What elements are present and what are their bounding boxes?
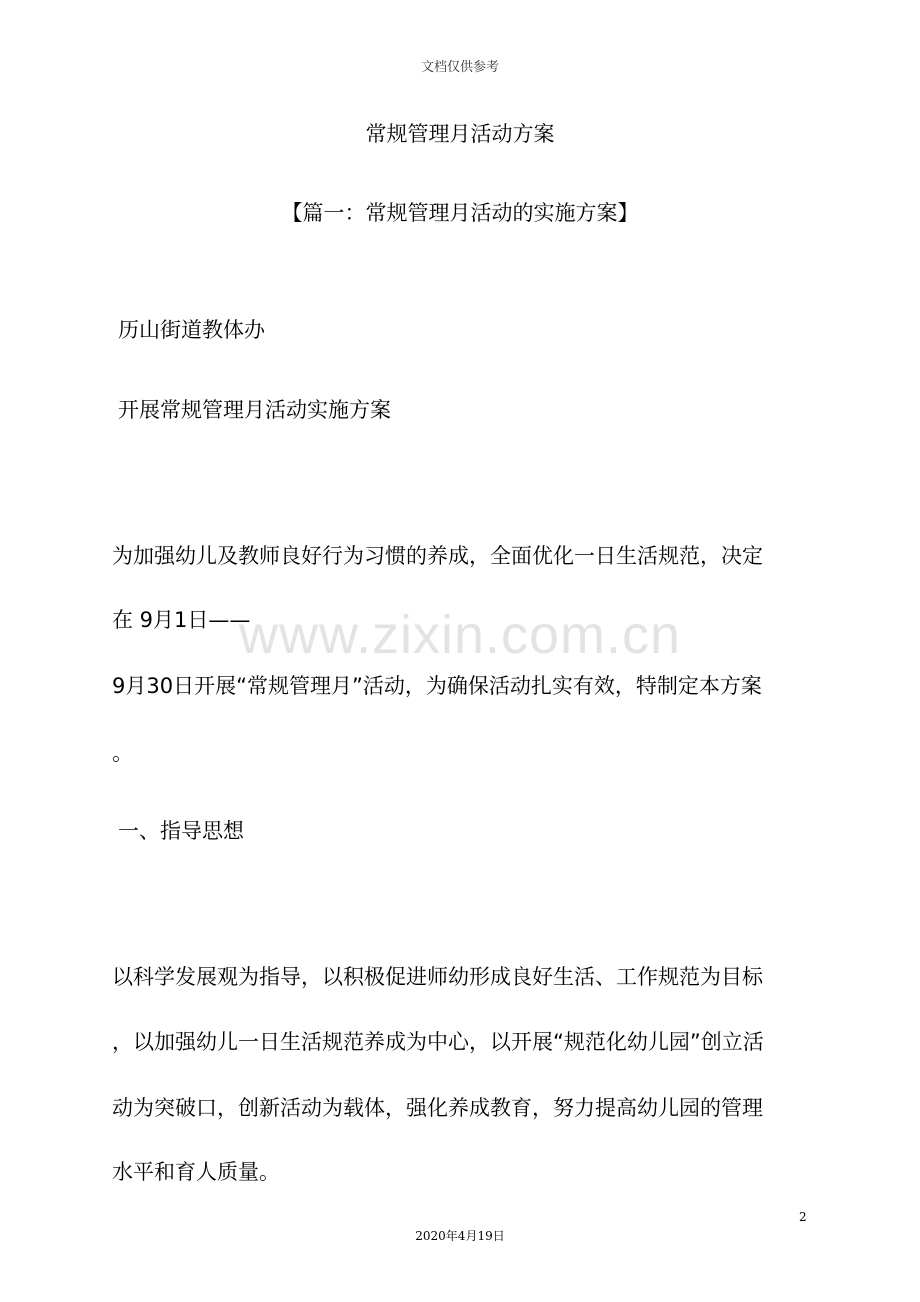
watermark: www.zixin.com.cn — [238, 605, 682, 665]
section-heading: 一、指导思想 — [118, 819, 244, 843]
intro-line: 9月30日开展“常规管理月”活动，为确保活动扎实有效，特制定本方案 — [112, 674, 762, 698]
intro-line: 为加强幼儿及教师良好行为习惯的养成，全面优化一日生活规范，决定 — [112, 544, 763, 568]
section-line: ，以加强幼儿一日生活规范养成为中心，以开展“规范化幼儿园”创立活 — [112, 1030, 764, 1054]
footer-date: 2020年4月19日 — [415, 1229, 505, 1243]
document-title: 常规管理月活动方案 — [365, 122, 555, 146]
page-number: 2 — [799, 1210, 807, 1224]
intro-line: 。 — [112, 741, 133, 765]
org-line: 历山街道教体办 — [118, 318, 265, 342]
section-line: 以科学发展观为指导，以积极促进师幼形成良好生活、工作规范为目标 — [112, 965, 763, 989]
header-note: 文档仅供参考 — [420, 60, 499, 75]
plan-title: 开展常规管理月活动实施方案 — [118, 398, 391, 422]
section-line: 动为突破口，创新活动为载体，强化养成教育，努力提高幼儿园的管理 — [112, 1096, 763, 1120]
intro-line: 在 9月1日—— — [112, 608, 251, 632]
document-subtitle: 【篇一：常规管理月活动的实施方案】 — [281, 201, 639, 225]
section-line: 水平和育人质量。 — [112, 1160, 280, 1184]
